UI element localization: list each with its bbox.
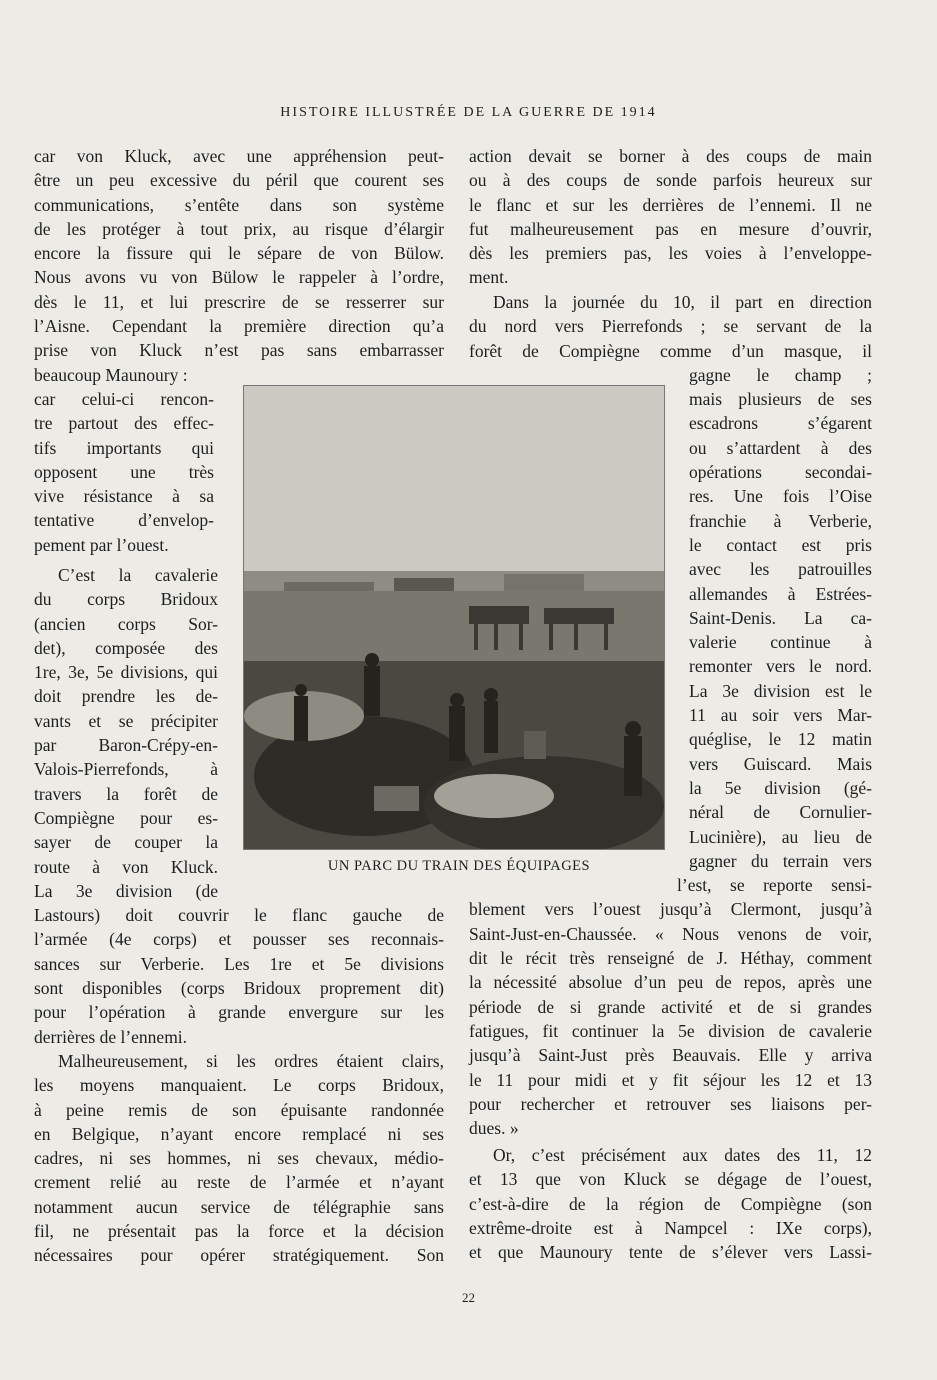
text-line: Nous avons vu von Bülow le rappeler à l’ordre, bbox=[34, 267, 444, 288]
text-line: forêt de Compiègne comme d’un masque, il bbox=[469, 340, 872, 361]
text-line: cadres, ni ses hommes, ni ses chevaux, médio- bbox=[34, 1148, 444, 1169]
text-line: l’est, se reporte sensi- bbox=[677, 875, 872, 896]
text-line: Lucinière), au lieu de bbox=[689, 826, 872, 847]
text-line: quéglise, le 12 matin bbox=[689, 729, 872, 750]
text-line: La 3e division est le bbox=[689, 680, 872, 701]
text-line: dès les premiers pas, les voies à l’enveloppe- bbox=[469, 243, 872, 264]
page-number: 22 bbox=[462, 1290, 475, 1305]
right-paragraph-1 bbox=[469, 144, 872, 290]
text-line: pement par l’ouest. bbox=[34, 534, 169, 555]
text-line: gagne le champ ; bbox=[689, 364, 872, 385]
text-line: le contact est pris bbox=[689, 534, 872, 555]
text-line: avec les patrouilles bbox=[689, 559, 872, 580]
text-line: vants et se précipiter bbox=[34, 710, 218, 731]
text-line: allemandes à Estrées- bbox=[689, 583, 872, 604]
text-line: opposent une très bbox=[34, 461, 214, 482]
text-line: et 13 que von Kluck se dégage de l’ouest, bbox=[469, 1169, 872, 1190]
text-line: en Belgique, n’ayant encore remplacé ni ses bbox=[34, 1123, 444, 1144]
text-line: La 3e division (de bbox=[34, 880, 218, 901]
text-line: fatigues, fit continuer la 5e division de cavalerie bbox=[469, 1020, 872, 1041]
text-line: vive résistance à sa bbox=[34, 486, 214, 507]
text-line: Malheureusement, si les ordres étaient clairs, bbox=[58, 1051, 444, 1071]
text-line: l’Aisne. Cependant la première direction qu’a bbox=[34, 316, 444, 337]
text-line: à peine remis de son épuisante randonnée bbox=[34, 1099, 444, 1120]
text-line: les moyens manquaient. Le corps Bridoux, bbox=[34, 1075, 444, 1096]
text-line: Saint-Denis. La ca- bbox=[689, 607, 872, 628]
text-line: dues. » bbox=[469, 1118, 519, 1139]
text-line: sayer de couper la bbox=[34, 832, 218, 853]
text-line: escadrons s’égarent bbox=[689, 413, 872, 434]
text-line: Or, c’est précisément aux dates des 11, 12 bbox=[493, 1145, 872, 1165]
text-line: c’est-à-dire de la région de Compiègne (son bbox=[469, 1193, 872, 1214]
text-line: sances sur Verberie. Les 1re et 5e divisions bbox=[34, 953, 444, 974]
text-line: et que Maunoury tente de s’élever vers Lassi- bbox=[469, 1242, 872, 1263]
text-line: mais plusieurs de ses bbox=[689, 389, 872, 410]
text-line: derrières de l’ennemi. bbox=[34, 1026, 188, 1047]
text-line: doit prendre les de- bbox=[34, 686, 218, 707]
text-line: être un peu excessive du péril que courent ses bbox=[34, 170, 444, 191]
text-line: res. Une fois l’Oise bbox=[689, 486, 872, 507]
text-line: néral de Cornulier- bbox=[689, 802, 872, 823]
text-line: car celui-ci rencon- bbox=[34, 388, 214, 409]
text-line: période de si grande activité et de si grandes bbox=[469, 996, 872, 1017]
text-line: tentative d’envelop- bbox=[34, 510, 214, 531]
text-line: tifs importants qui bbox=[34, 437, 214, 458]
text-line: prise von Kluck n’est pas sans embarrasser bbox=[34, 340, 444, 361]
text-line: communications, s’entête dans son système bbox=[34, 194, 444, 215]
text-line: 1re, 3e, 5e divisions, qui bbox=[34, 662, 218, 683]
text-line: dès le 11, et lui prescrire de se resserrer sur bbox=[34, 291, 444, 312]
text-line: C’est la cavalerie bbox=[58, 565, 218, 585]
text-line: nécessaires pour opérer stratégiquement. Son bbox=[34, 1245, 444, 1266]
right-paragraph-3 bbox=[469, 1143, 872, 1264]
photograph bbox=[243, 385, 665, 850]
text-line: gagner du terrain vers bbox=[689, 850, 872, 871]
text-line: le 11 pour midi et y fit séjour les 12 et 13 bbox=[469, 1069, 872, 1090]
text-line: 11 au soir vers Mar- bbox=[689, 705, 872, 726]
text-line: valerie continue à bbox=[689, 632, 872, 653]
text-line: le flanc et sur les derrières de l’ennemi. Il ne bbox=[469, 194, 872, 215]
text-line: car von Kluck, avec une appréhension peut- bbox=[34, 146, 444, 166]
text-line: Saint-Just-en-Chaussée. « Nous venons de voir, bbox=[469, 923, 872, 944]
text-line: Dans la journée du 10, il part en direction bbox=[493, 292, 872, 312]
text-line: du corps Bridoux bbox=[34, 589, 218, 610]
text-line: tre partout des effec- bbox=[34, 413, 214, 434]
running-title: HISTOIRE ILLUSTRÉE DE LA GUERRE DE 1914 bbox=[280, 105, 657, 120]
text-line: fil, ne présentait pas la force et la décision bbox=[34, 1221, 444, 1242]
left-paragraph-3 bbox=[34, 1049, 444, 1268]
text-line: extrême-droite est à Nampcel : IXe corps), bbox=[469, 1217, 872, 1238]
text-line: vers Guiscard. Mais bbox=[689, 753, 872, 774]
text-line: de les protéger à tout prix, au risque d’élargir bbox=[34, 218, 444, 239]
text-line: franchie à Verberie, bbox=[689, 510, 872, 531]
text-line: ment. bbox=[469, 267, 509, 288]
text-line: blement vers l’ouest jusqu’à Clermont, jusqu’à bbox=[469, 899, 872, 920]
text-line: route à von Kluck. bbox=[34, 856, 218, 877]
text-line: Lastours) doit couvrir le flanc gauche de bbox=[34, 905, 444, 926]
text-line: notamment aucun service de télégraphie sans bbox=[34, 1196, 444, 1217]
text-line: action devait se borner à des coups de main bbox=[469, 146, 872, 166]
text-line: crement relié au reste de l’armée et n’ayant bbox=[34, 1172, 444, 1193]
text-line: opérations secondai- bbox=[689, 462, 872, 483]
text-line: pour rechercher et retrouver ses liaisons per- bbox=[469, 1093, 872, 1114]
text-line: encore la fissure qui le sépare de von Bülow. bbox=[34, 243, 444, 264]
text-line: beaucoup Maunoury : bbox=[34, 364, 188, 385]
text-line: ou s’attardent à des bbox=[689, 437, 872, 458]
text-line: la nécessité absolue d’un peu de repos, après une bbox=[469, 972, 872, 993]
text-line: du nord vers Pierrefonds ; se servant de la bbox=[469, 316, 872, 337]
text-line: la 5e division (gé- bbox=[689, 777, 872, 798]
text-line: ou à des coups de sonde parfois heureux sur bbox=[469, 170, 872, 191]
text-line: par Baron-Crépy-en- bbox=[34, 735, 218, 756]
text-line: det), composée des bbox=[34, 637, 218, 658]
text-line: l’armée (4e corps) et pousser ses reconnais- bbox=[34, 929, 444, 950]
text-line: dit le récit très renseigné de J. Héthay, comment bbox=[469, 948, 872, 969]
text-line: fut malheureusement pas en mesure d’ouvrir, bbox=[469, 218, 872, 239]
text-line: remonter vers le nord. bbox=[689, 656, 872, 677]
figure-caption: UN PARC DU TRAIN DES ÉQUIPAGES bbox=[327, 858, 591, 874]
text-line: jusqu’à Saint-Just près Beauvais. Elle y arriva bbox=[469, 1045, 872, 1066]
text-line: pour l’opération à grande envergure sur les bbox=[34, 1002, 444, 1023]
text-line: sont disponibles (corps Bridoux proprement dit) bbox=[34, 978, 444, 999]
text-line: (ancien corps Sor- bbox=[34, 613, 218, 634]
photo-illustration bbox=[244, 386, 664, 849]
text-line: Compiègne pour es- bbox=[34, 807, 218, 828]
text-line: travers la forêt de bbox=[34, 783, 218, 804]
text-line: Valois-Pierrefonds, à bbox=[34, 759, 218, 780]
